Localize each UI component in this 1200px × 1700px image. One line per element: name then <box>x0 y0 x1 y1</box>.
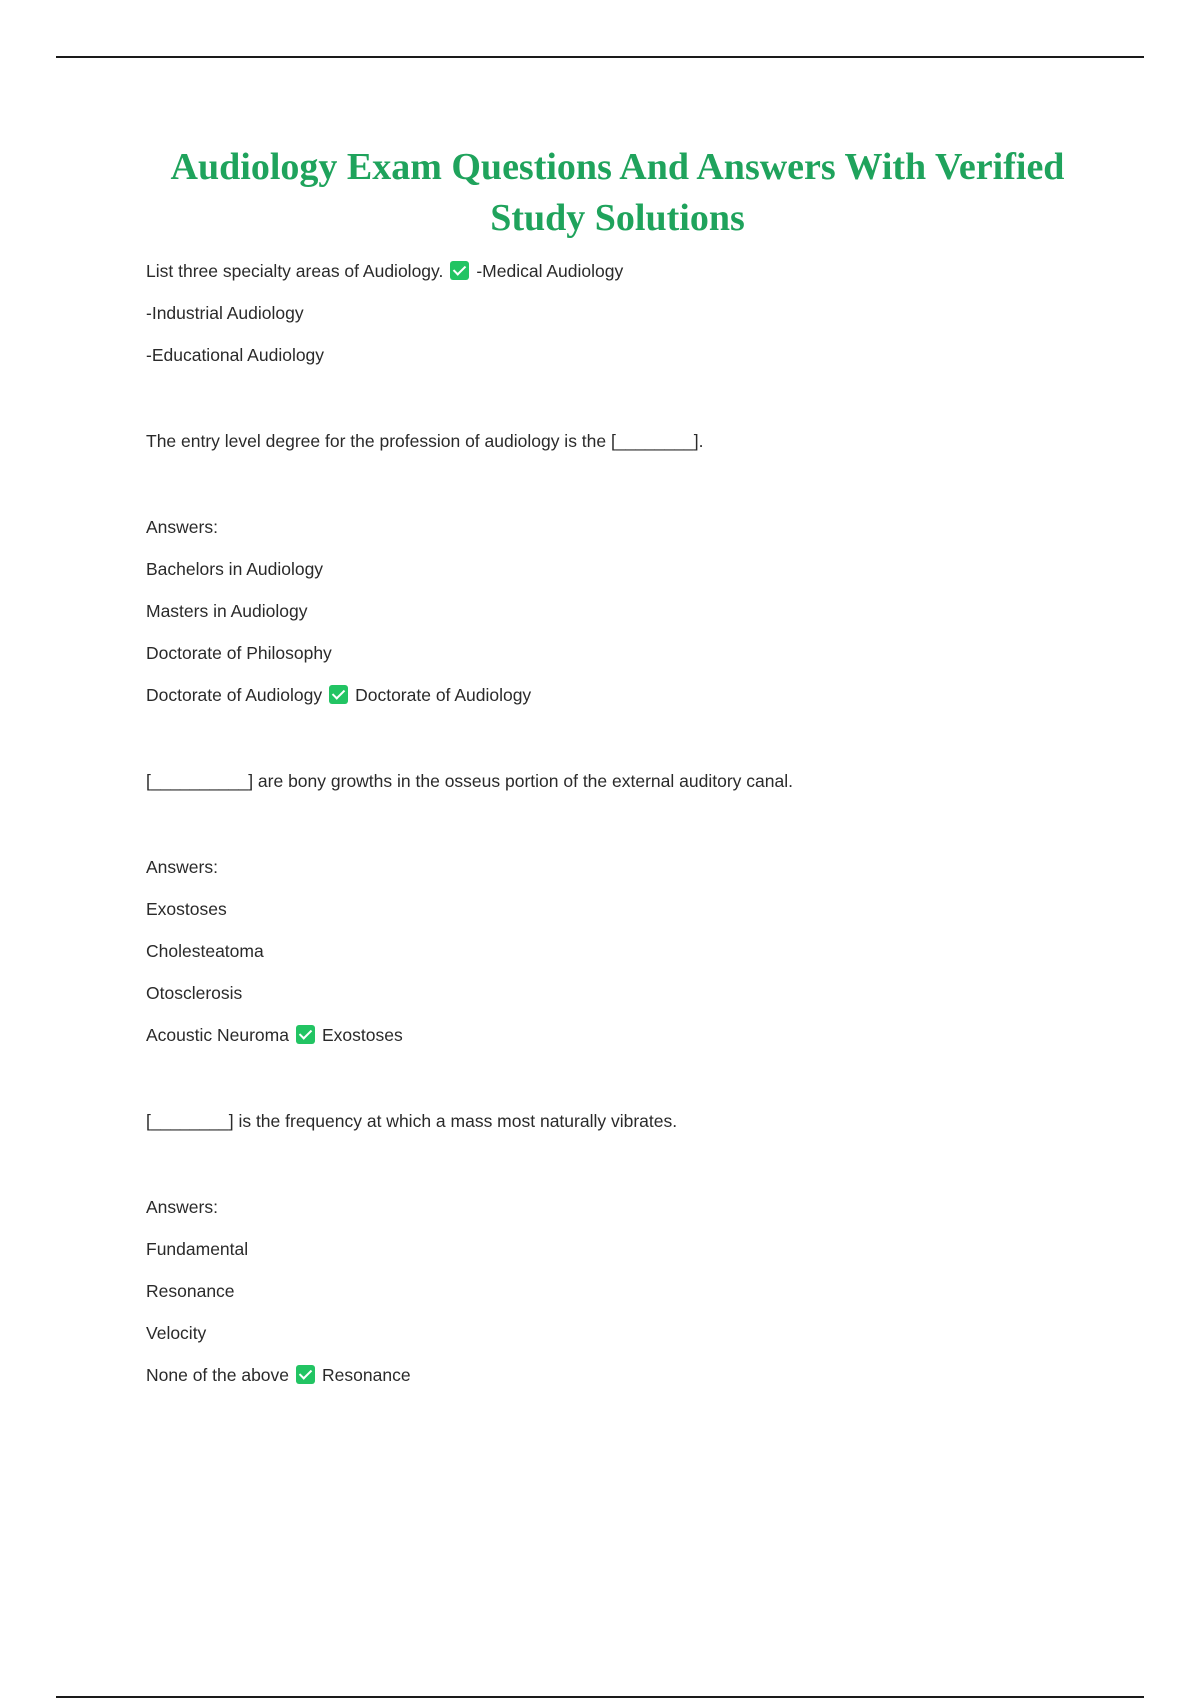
check-square-icon <box>296 1025 315 1044</box>
option: Cholesteatoma <box>146 941 264 961</box>
document-title: Audiology Exam Questions And Answers With Verified Study Solutions <box>170 146 1065 239</box>
check-square-icon <box>329 685 348 704</box>
option-with-answer <box>146 1364 1126 1406</box>
answer-text: Exostoses <box>321 1025 403 1045</box>
question-2: The entry level degree for the profession of audiology is the [________]. <box>146 431 704 451</box>
question-4: [________] is the frequency at which a mass most naturally vibrates. <box>146 1111 678 1131</box>
option-with-answer <box>146 684 1126 726</box>
option: Masters in Audiology <box>146 601 308 621</box>
answer-line: -Industrial Audiology <box>146 303 304 323</box>
option: Doctorate of Philosophy <box>146 643 332 663</box>
option: Acoustic Neuroma <box>146 1025 289 1045</box>
option: Exostoses <box>146 899 227 919</box>
option: Bachelors in Audiology <box>146 559 324 579</box>
question-text: List three specialty areas of Audiology. <box>146 261 444 281</box>
footer-rule <box>56 1696 1144 1698</box>
answer-text: Resonance <box>322 1365 411 1385</box>
answers-label: Answers: <box>146 517 218 537</box>
option: Velocity <box>146 1323 207 1343</box>
check-square-icon <box>450 261 469 280</box>
answers-label: Answers: <box>146 857 218 877</box>
option: Resonance <box>146 1281 235 1301</box>
option: None of the above <box>146 1365 290 1385</box>
document-body <box>146 260 1126 1406</box>
question-3: [__________] are bony growths in the osseus portion of the external auditory canal. <box>146 771 793 791</box>
option: Otosclerosis <box>146 983 243 1003</box>
answer-text: Doctorate of Audiology <box>355 685 532 705</box>
answers-label: Answers: <box>146 1197 218 1217</box>
option-with-answer <box>146 1024 1126 1066</box>
answer-line: -Educational Audiology <box>146 345 325 365</box>
option: Doctorate of Audiology <box>146 685 323 705</box>
header-rule <box>56 56 1144 58</box>
answer-text: -Medical Audiology <box>476 261 624 281</box>
option: Fundamental <box>146 1239 249 1259</box>
question-1 <box>146 260 1126 302</box>
check-square-icon <box>296 1365 315 1384</box>
